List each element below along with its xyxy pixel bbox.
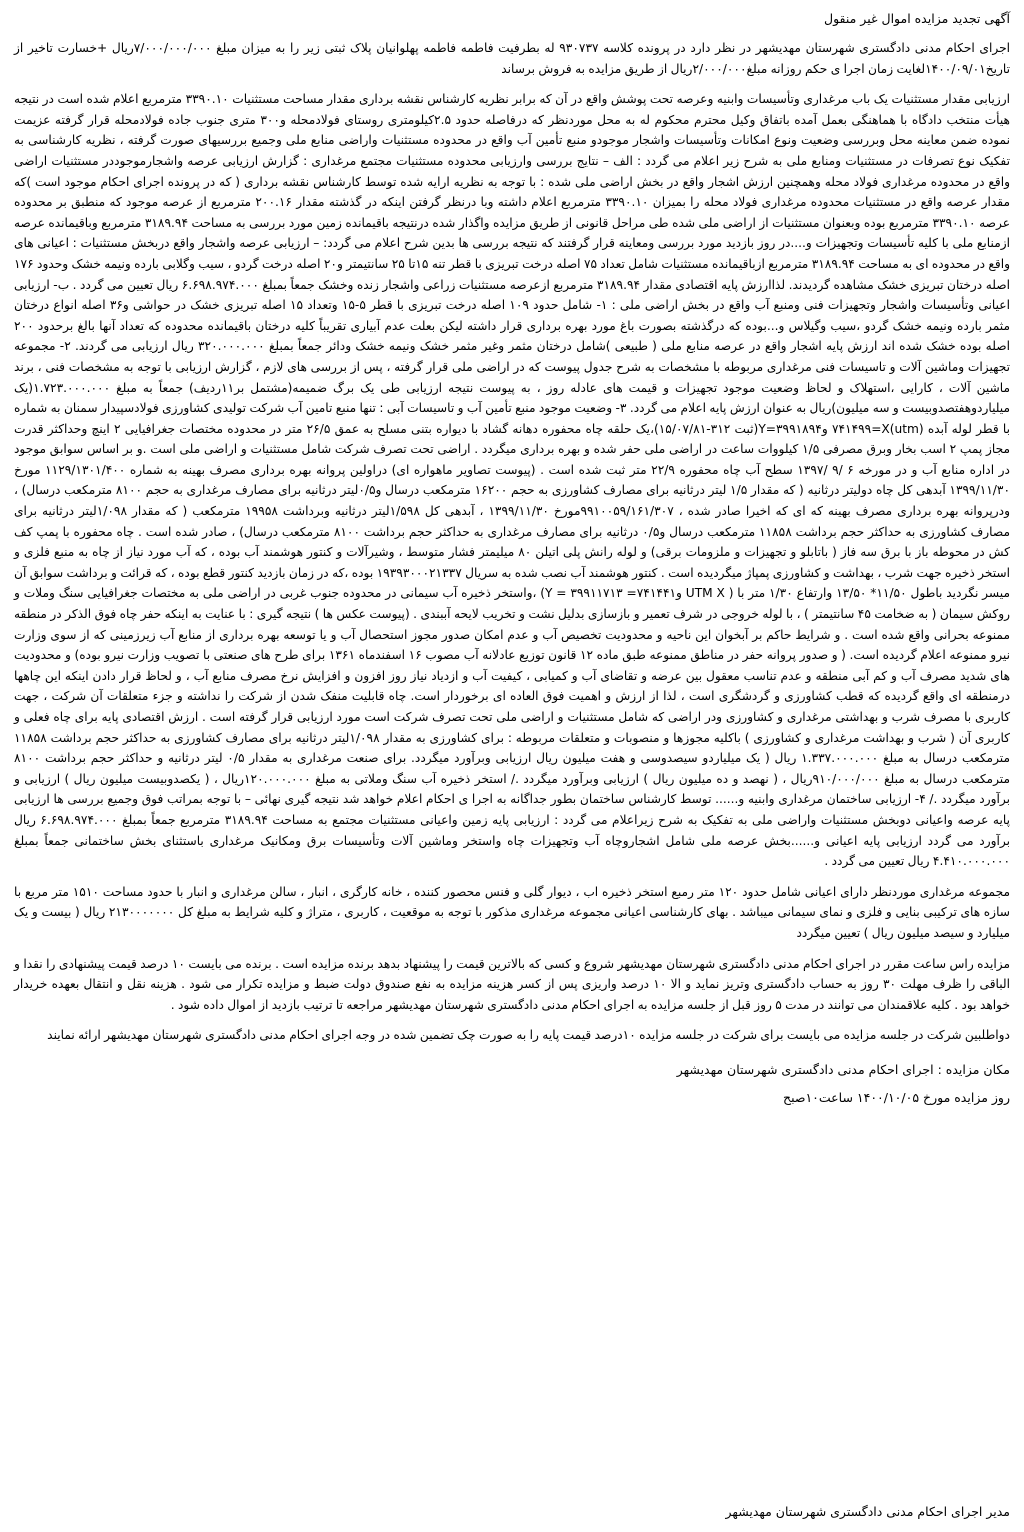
signature-line: مدیر اجرای احکام مدنی دادگستری شهرستان مهدیشهر [725, 1504, 1010, 1519]
valuation-paragraph: ارزیابی مقدار مستثنیات یک باب مرغداری وتأسیسات وابنیه وعرصه تحت پوشش واقع در آن که برابر نظریه کارشناس نقشه برداری مقدار مساحت مستثنیات ۳۳۹۰.۱۰ مترمربع اعلام شده است در نتیجه هیأت منتخب دادگاه با هماهنگی بعمل آمده باتفاق وکیل محترم محکوم له به محل موردنظر که درفاصله حدود ۲.۵کیلومتری روستای فولادمحله و۳۰۰ متری جنوب جاده فولادمحله قرار گرفته عزیمت نموده ضمن معاینه محل وبررسی وضعیت ونوع امکانات وتأسیسات واشجار موجودو منبع تأمین آب واقع در محدوده مستثنیات واراضی منابع ملی وجمیع بررسیهای صورت گرفته ، نظریه کارشناسی به تفکیک نوع تصرفات در مستثنیات ومنابع ملی به شرح زیر اعلام می گردد : الف – نتایج بررسی وارزیابی محدوده مستثنیات مجتمع مرغداری : گزارش ارزیابی عرصه واشجارموجوددر مستثنیات اراضی واقع در محدوده مرغداری فولاد محله وهمچنین ارزش اشجار واقع در بخش اراضی ملی شده : با توجه به نظریه ارایه شده توسط کارشناس نقشه برداری ( که در پرونده اجرای احکام موجود است )که مقدار عرصه واقع در مستثنیات محدوده مرغداری فولاد محله را بمیزان ۳۳۹۰.۱۰ مترمربع اعلام داشته وبا درنظر گرفتن اینکه در گذشته مقدار ۲۰۰.۱۶ مترمربع از عرصه موجود که منطبق بر محدوده عرصه ۳۳۹۰.۱۰ مترمربع بوده وبعنوان مستثنیات از اراضی ملی شده طی مراحل قانونی از طریق مزایده واگذار شده درنتیجه باقیمانده زمین مورد بررسی به مساحت ۳۱۸۹.۹۴ مترمربع وباقیمانده عرصه ازمنابع ملی با کلیه تأسیسات وتجهیزات و....در روز بازدید مورد بررسی ومعاینه قرار گرفتند که نتیجه بررسی ها بدین شرح اعلام می گردد: – ارزیابی عرصه واشجار واقع دربخش مستثنیات : اعیانی های واقع در محدوده ای به مساحت ۳۱۸۹.۹۴ مترمربع ازباقیمانده مستثنیات شامل تعداد ۷۵ اصله درخت تبریزی با قطر تنه ۱۵تا ۲۵ سانتیمتر و۲۰ اصله درخت گردو ، سیب وگلابی بارده ونیمه خشک وحدود ۱۷۶ اصله درختان تبریزی خشک مشاهده گردیدند. لذاارزش پایه اقتصادی مقدار ۳۱۸۹.۹۴ مترمربع ازعرصه مستثنیات زراعی واشجار زنده وخشک جمعاً بمبلغ ۶.۶۹۸.۹۷۴.۰۰۰ ریال تعیین می گردد . ب- ارزیابی اعیانی وتأسیسات واشجار وتجهیزات فنی ومنبع آب واقع در بخش اراضی ملی : ۱- شامل حدود ۱۰۹ اصله درخت تبریزی با قطر ۵-۱۵ وتعداد ۱۵ اصله تبریزی خشک در حواشی و۳۶ اصله انواع درختان مثمر بارده ونیمه خشک گردو ،سیب وگیلاس و...بوده که درگذشته بصورت باغ مورد بهره برداری قرار داشته لیکن بعلت عدم آبیاری تقریباً کلیه درختان باقیمانده محدوده که تعداد آنها بالغ برحدود ۲۰۰ اصله بوده خشک شده اند ارزش پایه اشجار واقع در عرصه منابع ملی ( طبیعی )شامل درختان مثمر وغیر مثمر خشک ونیمه خشک ودائر جمعاً بمبلغ ۳۲۰.۰۰۰.۰۰۰ ریال ارزیابی می گردند. ۲- مجموعه تجهیزات وماشین آلات و تاسیسات فنی مرغداری مربوطه با مشخصات به شرح جدول پیوست که در اراضی ملی قرار گرفته ، پس از بررسی های لازم ، گزارش ارزیابی با توجه به مشخصات فنی ، برند ماشین آلات ، کارایی ،استهلاک و لحاظ وضعیت موجود تجهیزات و قیمت های عادله روز ، به پیوست نتیجه ارزیابی طی یک برگ ضمیمه(مشتمل بر۱۱ردیف) جمعاً به مبلغ ۱.۷۲۳.۰۰۰.۰۰۰(یک میلیاردوهفتصدوبیست و سه میلیون)ریال به عنوان ارزش پایه اعلام می گردد. ۳- وضعیت موجود منبع تأمین آب و تاسیسات آبی : تنها منبع تامین آب شرکت تولیدی کشاورزی فولادسپیدار سمنان به شماره با قطر لوله آبده (utm)۷۴۱۴۹۹=X و۳۹۹۱۸۹۴=Y(ثبت ۳۱۲-۱۵/۰۷/۸۱)،یک حلقه چاه محفوره دهانه گشاد با دیواره بتنی مسلح به عمق ۲۶/۵ متر در محدوده مختصات جغرافیایی ۲ اینچ وحداکثر قدرت مجاز پمپ ۲ اسب بخار وبرق مصرفی ۱/۵ کیلووات ساعت در اراضی ملی حفر شده و بهره برداری میگردد . اراضی تحت تصرف شرکت شامل مستثنیات و اراضی ملی است .و بر اساس سوابق موجود در اداره منابع آب و در مورخه ۶ /۹ /۱۳۹۷ سطح آب چاه محفوره ۲۲/۹ متر ثبت شده است . (پیوست تصاویر ماهواره ای) دراولین پروانه بهره برداری مصرف بهینه به شماره ۱۱۲۹/۱۳۰۱/۴۰۰ مورخ ۱۳۹۹/۱۱/۳۰ آبدهی کل چاه دولیتر درثانیه ( که مقدار ۱/۵ لیتر درثانیه برای مصارف کشاورزی به حجم ۱۶۲۰۰ مترمکعب درسال و۰/۵لیتر درثانیه برای مصارف مرغداری به حجم ۸۱۰۰ مترمکعب درسال) ، ودرپروانه بهره برداری مصرف بهینه که ای که اخیرا صادر شده ، ۹۹۱۰۰۵۹/۱۶۱/۳۰۷مورخ ۱۳۹۹/۱۱/۳۰ ، آبدهی کل ۱/۵۹۸لیتر درثانیه وبرداشت ۱۹۹۵۸ مترمکعب ( که مقدار ۱/۰۹۸لیتر درثانیه برای مصارف کشاورزی به حداکثر حجم برداشت ۱۱۸۵۸ مترمکعب درسال و۰/۵ درثانیه برای مصارف مرغداری به حداکثر حجم برداشت ۸۱۰۰ مترمکعب درسال) ، صادر شده است . چاه محفوره با پمپ کف کش در محوطه باز با برق سه فاز ( باتابلو و تجهیزات و ملزومات برقی) و لوله رانش پلی اتیلن ۸۰ میلیمتر فشار متوسط ، وشیرآلات و کنتور هوشمند آب بوده ، که آب مورد نیاز از چاه به منبع فلزی و استخر ذخیره جهت شرب ، بهداشت و کشاورزی پمپاژ میگردیده است . کنتور هوشمند آب نصب شده به سریال ۱۹۳۹۳۰۰۰۲۱۳۳۷ بوده ،که در زمان بازدید کنتور قطع بوده ، که قرائت و برداشت سوابق آن میسر نگردید باطول ۱۱/۵۰* ۱۳/۵۰ وارتفاع ۱/۳۰ متر با ( UTM X و۷۴۱۴۴۱= Y = ۳۹۹۱۱۷۱۳) ،واستخر ذخیره آب سیمانی در محدوده جنوب غربی در اراضی ملی به مختصات جغرافیایی سنگ وملات و روکش سیمان ( به ضخامت ۴۵ سانتیمتر ) ، با لوله خروجی در شرف تعمیر و بازسازی بدلیل نشت و تخریب لایحه آببندی . (پیوست عکس ها ) نتیجه گیری : با عنایت به اینکه حفر چاه فوق الذکر در منطقه ممنوعه بحرانی واقع شده است . و شرایط حاکم بر آبخوان این ناحیه و محدودیت تخصیص آب و عدم امکان صدور مجوز استحصال آب و یا توسعه بهره برداری از منابع آب زیرزمینی که از سوی وزارت نیرو ممنوعه اعلام گردیده است. ( و صدور پروانه حفر در مناطق ممنوعه طبق ماده ۱۲ قانون توزیع عادلانه آب مصوب ۱۶ اسفندماه ۱۳۶۱ برای طرح های صنعتی با تصویب وزارت نیرو بوده) و محدودیت های شدید مصرف آب و کم آبی منطقه و عدم تناسب معقول بین عرضه و تقاضای آب و کمیابی ، کیفیت آب و ازدیاد نیاز روز افزون و افزایش نرخ مصرف منابع آب ، و لحاظ قرار دادن اینکه این چاهها درمنطقه ای واقع گردیده که قطب کشاورزی و گردشگری است ، لذا از ارزش و اهمیت فوق العاده ای برخوردار است. چاه قابلیت منفک شدن از شرکت را نداشته و جزء متعلقات آن شرکت ، جهت کاربری با مصرف شرب و بهداشتی مرغداری و کشاورزی ودر اراضی که شامل مستثنیات و اراضی ملی تحت تصرف شرکت است مورد ارزیابی قرار گرفته است . ارزش اقتصادی پایه برای چاه فعلی و کاربری آن ( شرب و بهداشت مرغداری و کشاورزی ) باکلیه مجوزها و منصوبات و متعلقات مربوطه : برای کشاورزی به مقدار ۱/۰۹۸لیتر درثانیه برای مصارف کشاورزی به حداکثر حجم برداشت ۱۱۸۵۸ مترمکعب درسال به مبلغ ۱.۳۳۷.۰۰۰.۰۰۰ ریال ( یک میلیاردو سیصدوسی و هفت میلیون ریال ارزیابی وبرآورد میگردد. برای صنعت مرغداری به مقدار ۰/۵ لیتر درثانیه و حداکثر حجم برداشت ۸۱۰۰ مترمکعب درسال به مبلغ ۹۱۰/۰۰۰/۰۰۰ریال ، ( نهصد و ده میلیون ریال ) ارزیابی وبرآورد میگردد ./ استخر ذخیره آب سنگ وملاتی به مبلغ ۱۲۰.۰۰۰.۰۰۰ریال ، ( یکصدوبیست میلیون ریال ) ارزیابی و برآورد میگردد ./ ۴- ارزیابی ساختمان مرغداری وابنیه و...... توسط کارشناس ساختمان بطور جداگانه به اجرا ی احکام اعلام خواهد شد نتیجه گیری نهائی – با توجه بمراتب فوق وجمیع بررسی ها ارزیابی پایه عرصه واعیانی دوبخش مستثنیات واراضی ملی به تفکیک به شرح زیراعلام می گردد : ارزیابی پایه زمین واعیانی مستثنیات مجتمع به مساحت ۳۱۸۹.۹۴ مترمربع جمعاً بمبلغ ۶.۶۹۸.۹۷۴.۰۰۰ ریال برآورد می گردد ارزیابی پایه اعیانی و......بخش عرصه ملی شامل اشجاروچاه آب وتجهیزات چاه واستخر وماشین آلات وتأسیسات برق ومکانیک مرغداری باستثنای بخش ساختمانی جمعاً بمبلغ ۴.۴۱۰.۰۰۰.۰۰۰ ریال تعیین می گردد . [14, 92, 1011, 869]
auction-location: مکان مزایده : اجرای احکام مدنی دادگستری شهرستان مهدیشهر [676, 1061, 1010, 1077]
notice-title: آگهی تجدید مزایده اموال غیر منقول [824, 11, 1010, 26]
bidders-paragraph: دواطلبین شرکت در جلسه مزایده می بایست برای شرکت در جلسه مزایده ۱۰درصد قیمت پایه را به صورت چک تضمین شده در وجه اجرای احکام مدنی دادگستری شهرستان مهدیشهر ارائه نمایند [47, 1028, 1010, 1043]
auction-terms-paragraph: مزایده راس ساعت مقرر در اجرای احکام مدنی دادگستری شهرستان مهدیشهر شروع و کسی که بالاترین قیمت را پیشنهاد بدهد برنده مزایده است . برنده می بایست ۱۰ درصد قیمت پیشنهادی را نقدا و الباقی را ظرف مهلت ۳۰ روز به حساب دادگستری وتریز نماید و الا ۱۰ درصد واریزی پس از کسر هزینه مزایده به نفع صندوق دولت ضبط و مزایده تکرار می شود . هزینه نقل و انتقال بعهده خریدار خواهد بود . کلیه علاقمندان می توانند در مدت ۵ روز قبل از جلسه مزایده به اجرای احکام مدنی دادگستری شهرستان مهدیشهر مراجعه تا ترتیب بازدید از اموال داده شود . [14, 956, 1011, 1012]
intro-paragraph: اجرای احکام مدنی دادگستری شهرستان مهدیشهر در نظر دارد در پرونده کلاسه ۹۳۰۷۳۷ له بطرفیت فاطمه فاطمه پهلوانیان پلاک ثبتی زیر را به میزان مبلغ ۷/۰۰۰/۰۰۰/۰۰۰ریال +خسارت تاخیر از تاریخ۱۴۰۰/۰۹/۰۱لغایت زمان اجرا ی حکم روزانه مبلغ۲/۰۰۰/۰۰۰ریال از طریق مزایده به فروش برساند [14, 41, 1010, 76]
auction-date: روز مزایده مورخ ۱۴۰۰/۱۰/۰۵ ساعت۱۰صبح [783, 1089, 1010, 1105]
facilities-paragraph: مجموعه مرغداری موردنظر دارای اعیانی شامل حدود ۱۲۰ متر رمبع استخر ذخیره اب ، دیوار گلی و فنس محصور کننده ، خانه کارگری ، انبار ، سالن مرغداری و انبار با حدود مساحت ۱۵۱۰ متر مربع با سازه های ترکیبی بنایی و فلزی و نمای سیمانی میباشد . بهای کارشناسی اعیانی مجموعه مرغداری مذکور با توجه به موقعیت ، کاربری ، متراژ و کلیه شرایط به مبلغ کل ۲۱۳۰۰۰۰۰۰۰ ریال ( بیست و یک میلیارد و سیصد میلیون ریال ) تعیین میگردد [14, 884, 1010, 940]
